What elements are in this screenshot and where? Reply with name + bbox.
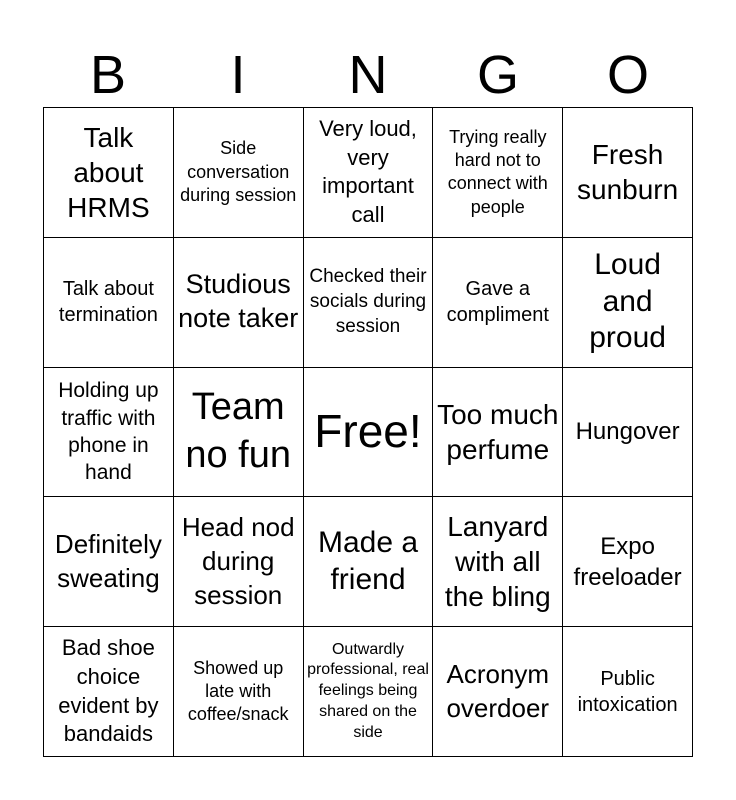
- bingo-cell[interactable]: [44, 627, 174, 757]
- cell-text: Team no fun: [185, 386, 292, 476]
- cell-text: Bad shoe choice evident by bandaids: [58, 635, 159, 747]
- bingo-cell[interactable]: [44, 368, 174, 498]
- header-letter-n: N: [348, 45, 388, 105]
- bingo-cell[interactable]: [433, 627, 563, 757]
- bingo-cell[interactable]: [563, 238, 693, 368]
- cell-text: Very loud, very important call: [319, 116, 417, 227]
- cell-text: Outwardly professional, real feelings being shared on the side: [307, 640, 429, 741]
- header-letter-i: I: [230, 45, 246, 105]
- header-letter-o: O: [606, 45, 649, 105]
- bingo-cell[interactable]: [304, 627, 434, 757]
- cell-text: Talk about HRMS: [67, 121, 150, 223]
- bingo-cell[interactable]: [174, 497, 304, 627]
- bingo-card-grid: [43, 107, 693, 757]
- cell-text: Showed up late with coffee/snack: [187, 657, 289, 725]
- cell-text: Loud and proud: [589, 248, 666, 355]
- cell-text: Public intoxication: [577, 667, 678, 716]
- cell-text: Lanyard with all the bling: [444, 511, 551, 613]
- bingo-cell[interactable]: [304, 497, 434, 627]
- cell-text: Talk about termination: [58, 278, 158, 327]
- cell-text: Studious note taker: [178, 269, 299, 334]
- cell-text: Made a friend: [317, 526, 419, 596]
- header-letter-g: G: [476, 45, 519, 105]
- cell-text: Fresh sunburn: [577, 139, 679, 206]
- bingo-cell[interactable]: [304, 108, 434, 238]
- bingo-cell[interactable]: [44, 108, 174, 238]
- free-space-text: Free!: [314, 405, 422, 458]
- bingo-cell[interactable]: [44, 497, 174, 627]
- bingo-cell[interactable]: [563, 108, 693, 238]
- cell-text: Expo freeloader: [573, 532, 682, 591]
- free-space-cell[interactable]: [304, 368, 434, 498]
- cell-text: Hungover: [575, 418, 680, 446]
- bingo-cell[interactable]: [174, 368, 304, 498]
- bingo-cell[interactable]: [174, 238, 304, 368]
- cell-text: Checked their socials during session: [309, 266, 427, 337]
- bingo-cell[interactable]: [174, 627, 304, 757]
- bingo-header: [43, 42, 693, 108]
- bingo-cell[interactable]: [433, 108, 563, 238]
- cell-text: Side conversation during session: [180, 138, 297, 206]
- cell-text: Head nod during session: [181, 512, 295, 610]
- bingo-cell[interactable]: [433, 368, 563, 498]
- bingo-cell[interactable]: [304, 238, 434, 368]
- header-letter-b: B: [89, 45, 127, 105]
- bingo-cell[interactable]: [433, 238, 563, 368]
- cell-text: Acronym overdoer: [446, 658, 550, 723]
- cell-text: Too much perfume: [437, 398, 559, 465]
- bingo-cell[interactable]: [563, 368, 693, 498]
- bingo-cell[interactable]: [433, 497, 563, 627]
- bingo-cell[interactable]: [174, 108, 304, 238]
- cell-text: Gave a compliment: [446, 278, 549, 327]
- cell-text: Trying really hard not to connect with people: [447, 126, 548, 217]
- bingo-cell[interactable]: [44, 238, 174, 368]
- cell-text: Holding up traffic with phone in hand: [58, 379, 159, 485]
- bingo-cell[interactable]: [563, 627, 693, 757]
- bingo-cell[interactable]: [563, 497, 693, 627]
- cell-text: Definitely sweating: [54, 528, 162, 593]
